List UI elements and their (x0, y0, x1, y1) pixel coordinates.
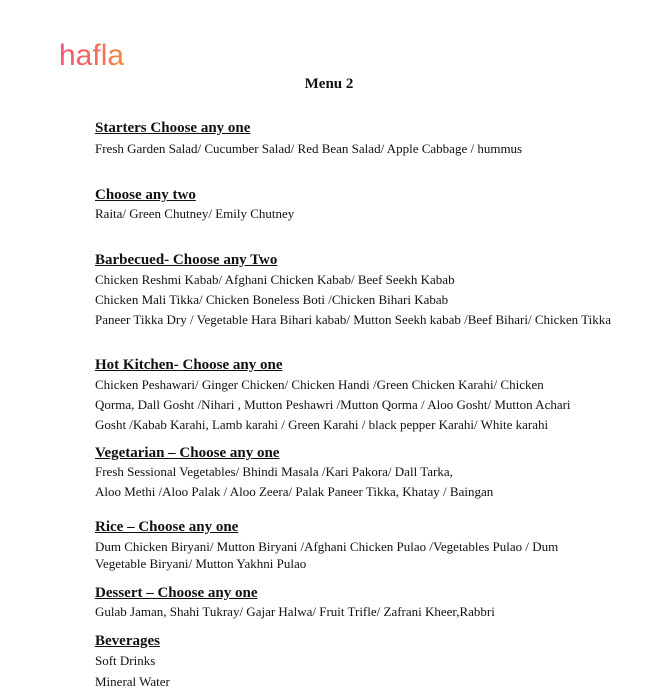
menu-line: Chicken Mali Tikka/ Chicken Boneless Boti /Chicken Bihari Kabab (95, 292, 449, 307)
menu-line: Aloo Methi /Aloo Palak / Aloo Zeera/ Palak Paneer Tikka, Khatay / Baingan (95, 484, 494, 499)
menu-line: Raita/ Green Chutney/ Emily Chutney (95, 206, 295, 221)
menu-line: Fresh Garden Salad/ Cucumber Salad/ Red Bean Salad/ Apple Cabbage / hummus (95, 141, 523, 156)
hafla-logo: hafla (59, 39, 125, 72)
menu-line: Vegetable Biryani/ Mutton Yakhni Pulao (95, 556, 307, 571)
menu-line: Qorma, Dall Gosht /Nihari , Mutton Peshawri /Mutton Qorma / Aloo Gosht/ Mutton Achari (95, 397, 571, 412)
section-hot-kitchen (95, 357, 635, 434)
section-heading: Beverages (95, 633, 160, 649)
section-heading: Rice – Choose any one (95, 519, 239, 535)
section-starters (95, 120, 635, 158)
section-heading: Starters Choose any one (95, 120, 251, 136)
section-heading: Vegetarian – Choose any one (95, 445, 280, 461)
section-vegetarian (95, 445, 635, 501)
menu-line: Gosht /Kabab Karahi, Lamb karahi / Green Karahi / black pepper Karahi/ White karahi (95, 417, 549, 432)
section-beverages (95, 633, 635, 691)
section-heading: Hot Kitchen- Choose any one (95, 357, 283, 373)
menu-line: Paneer Tikka Dry / Vegetable Hara Bihari kabab/ Mutton Seekh kabab /Beef Bihari/ Chicken Tikka (95, 312, 612, 327)
menu-line: Fresh Sessional Vegetables/ Bhindi Masala /Kari Pakora/ Dall Tarka, (95, 464, 453, 479)
menu-line: Chicken Peshawari/ Ginger Chicken/ Chicken Handi /Green Chicken Karahi/ Chicken (95, 377, 544, 392)
section-heading: Choose any two (95, 187, 196, 203)
section-heading: Barbecued- Choose any Two (95, 252, 278, 268)
menu-line: Soft Drinks (95, 653, 156, 668)
section-dessert (95, 585, 635, 621)
menu-line: Chicken Reshmi Kabab/ Afghani Chicken Kabab/ Beef Seekh Kabab (95, 272, 455, 287)
section-sides (95, 187, 635, 223)
menu-line: Dum Chicken Biryani/ Mutton Biryani /Afghani Chicken Pulao /Vegetables Pulao / Dum (95, 539, 559, 554)
section-rice (95, 519, 635, 571)
menu-line: Mineral Water (95, 674, 170, 689)
menu-line: Gulab Jaman, Shahi Tukray/ Gajar Halwa/ Fruit Trifle/ Zafrani Kheer,Rabbri (95, 604, 495, 619)
section-barbecued (95, 252, 635, 328)
section-heading: Dessert – Choose any one (95, 585, 258, 601)
menu-title: Menu 2 (304, 76, 354, 92)
